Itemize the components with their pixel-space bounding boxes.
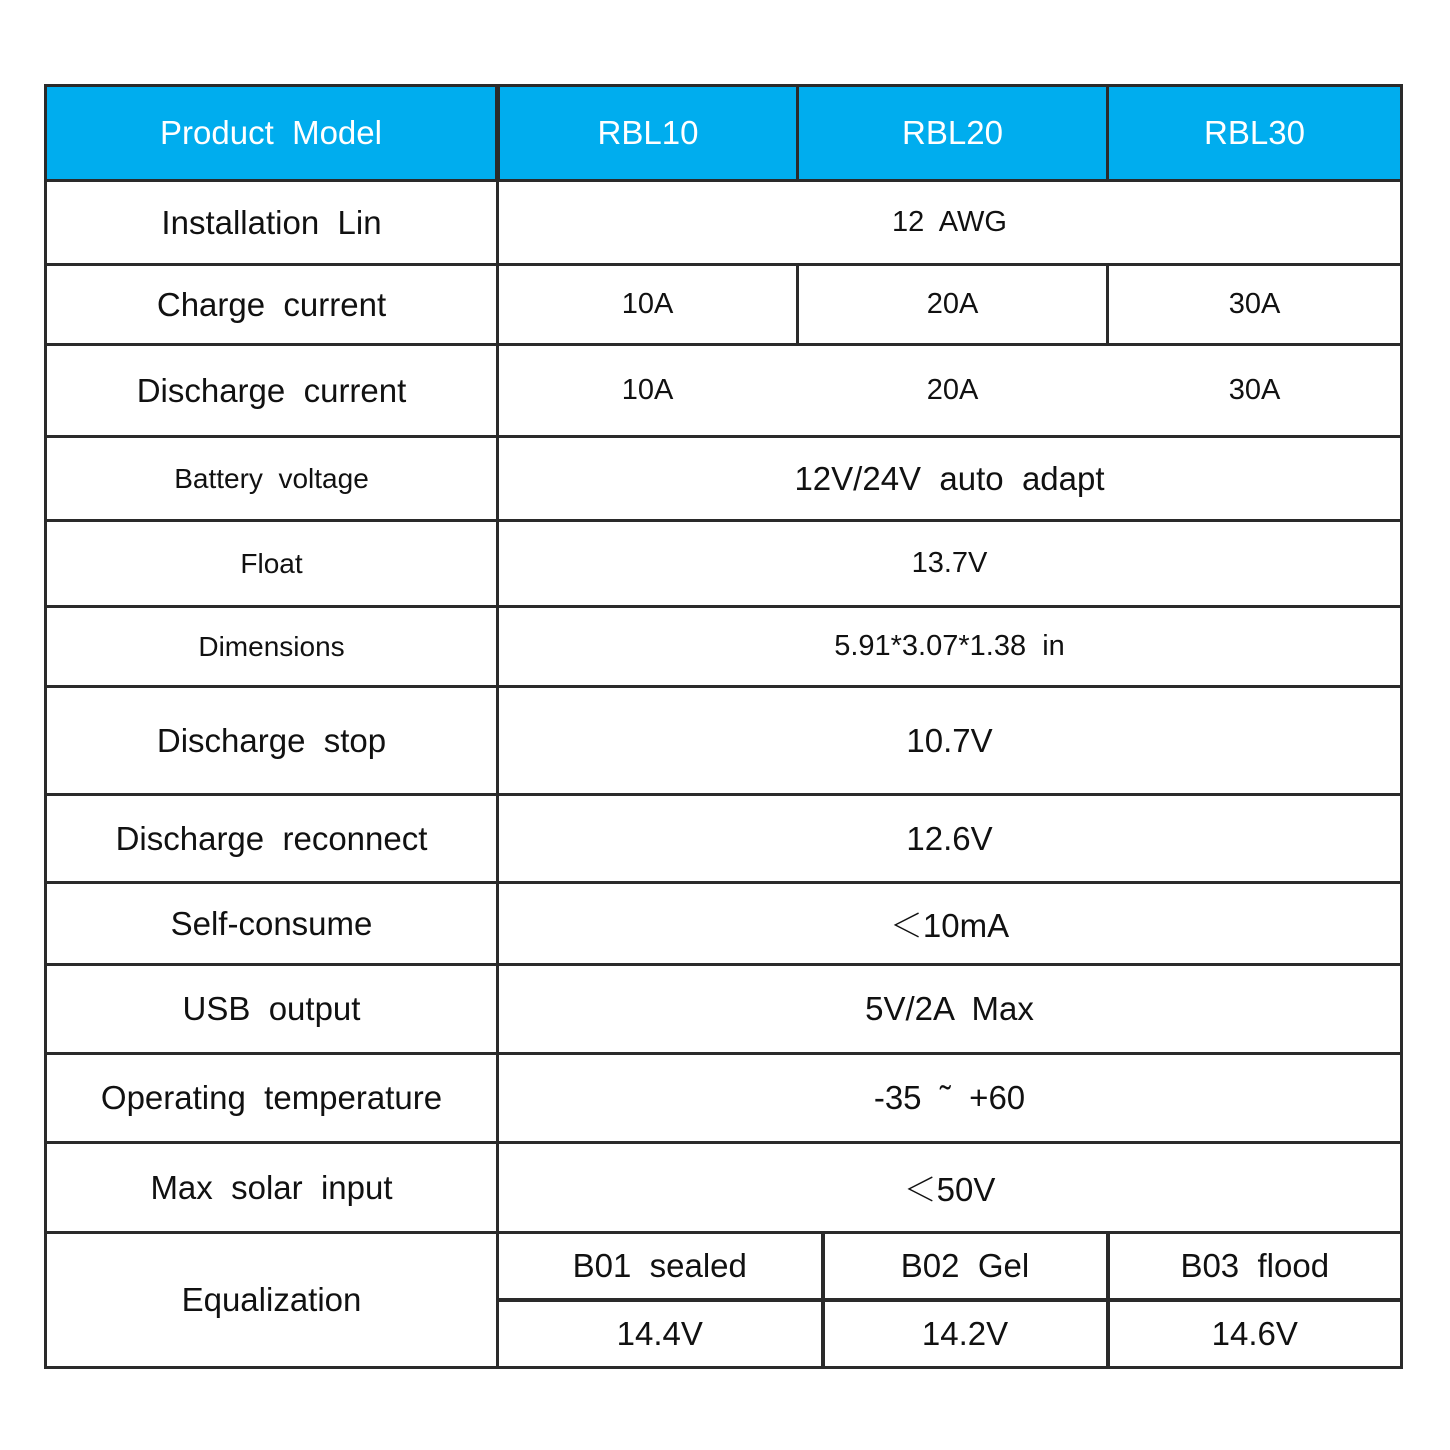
row-battery-voltage: [46, 437, 1402, 521]
row-installation: [46, 181, 1402, 265]
label-discharge-stop: Discharge stop: [46, 687, 498, 795]
label-charge-current: Charge current: [46, 265, 498, 345]
value-discharge-current-rbl30: 30A: [1108, 345, 1402, 437]
label-installation: Installation Lin: [46, 181, 498, 265]
header-model-rbl10: RBL10: [498, 86, 798, 181]
row-operating-temperature: [46, 1054, 1402, 1143]
equalization-type-b02: B02 Gel: [823, 1233, 1108, 1300]
label-dimensions: Dimensions: [46, 607, 498, 687]
row-discharge-stop: [46, 687, 1402, 795]
value-discharge-current-rbl20: 20A: [798, 345, 1108, 437]
equalization-voltage-b03: 14.6V: [1108, 1300, 1402, 1368]
label-discharge-current: Discharge current: [46, 345, 498, 437]
value-discharge-stop: 10.7V: [498, 687, 1402, 795]
row-float: [46, 521, 1402, 607]
row-max-solar-input: [46, 1143, 1402, 1233]
equalization-voltage-b02: 14.2V: [823, 1300, 1108, 1368]
label-float: Float: [46, 521, 498, 607]
value-charge-current-rbl10: 10A: [498, 265, 798, 345]
value-operating-temperature: -35 ˜ +60: [498, 1054, 1402, 1143]
label-equalization: Equalization: [46, 1233, 498, 1368]
row-self-consume: [46, 883, 1402, 965]
label-self-consume: Self-consume: [46, 883, 498, 965]
value-self-consume: ＜10mA: [498, 883, 1402, 965]
value-max-solar-input: ＜50V: [498, 1143, 1402, 1233]
value-charge-current-rbl20: 20A: [798, 265, 1108, 345]
value-installation: 12 AWG: [498, 181, 1402, 265]
row-dimensions: [46, 607, 1402, 687]
value-charge-current-rbl30: 30A: [1108, 265, 1402, 345]
value-battery-voltage: 12V/24V auto adapt: [498, 437, 1402, 521]
spec-table: [44, 84, 1403, 1369]
label-operating-temperature: Operating temperature: [46, 1054, 498, 1143]
equalization-type-b01: B01 sealed: [498, 1233, 823, 1300]
label-max-solar-input: Max solar input: [46, 1143, 498, 1233]
row-charge-current: [46, 265, 1402, 345]
header-model-rbl20: RBL20: [798, 86, 1108, 181]
value-discharge-current-rbl10: 10A: [498, 345, 798, 437]
label-discharge-reconnect: Discharge reconnect: [46, 795, 498, 883]
header-product-model: Product Model: [46, 86, 498, 181]
row-equalization-types: [46, 1233, 1402, 1300]
value-float: 13.7V: [498, 521, 1402, 607]
equalization-type-b03: B03 flood: [1108, 1233, 1402, 1300]
row-discharge-reconnect: [46, 795, 1402, 883]
row-discharge-current: [46, 345, 1402, 437]
label-usb-output: USB output: [46, 965, 498, 1054]
header-row: [46, 86, 1402, 181]
value-dimensions: 5.91*3.07*1.38 in: [498, 607, 1402, 687]
value-usb-output: 5V/2A Max: [498, 965, 1402, 1054]
value-discharge-reconnect: 12.6V: [498, 795, 1402, 883]
equalization-voltage-b01: 14.4V: [498, 1300, 823, 1368]
label-battery-voltage: Battery voltage: [46, 437, 498, 521]
row-usb-output: [46, 965, 1402, 1054]
header-model-rbl30: RBL30: [1108, 86, 1402, 181]
